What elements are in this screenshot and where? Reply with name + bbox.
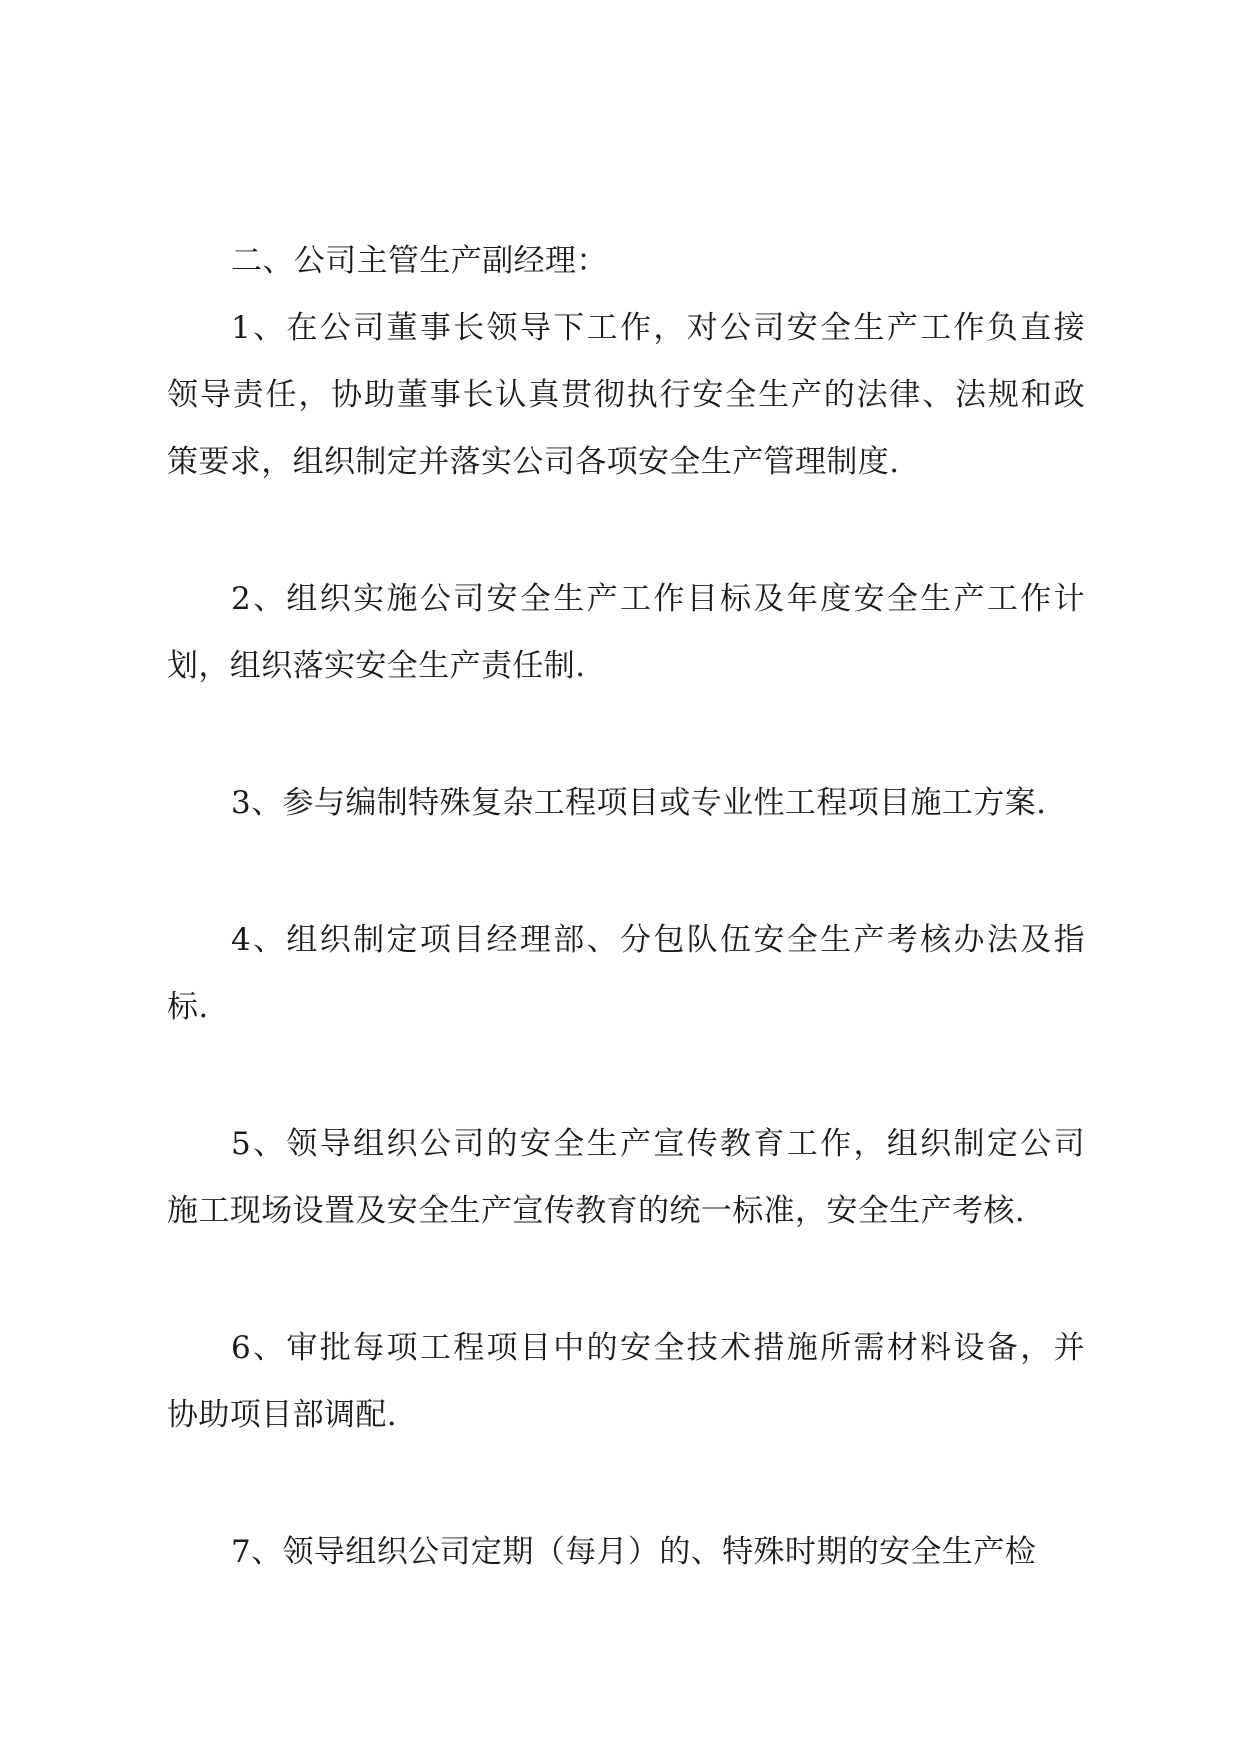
list-item — [167, 566, 1085, 700]
paragraph-line: 7、领导组织公司定期（每月）的、特殊时期的安全生产检 — [231, 1534, 1037, 1570]
paragraph-line: 划，组织落实安全生产责任制. — [167, 648, 586, 684]
paragraph-line: 策要求，组织制定并落实公司各项安全生产管理制度. — [167, 444, 900, 480]
paragraph-line: 5、领导组织公司的安全生产宣传教育工作，组织制定公司 — [231, 1126, 1085, 1162]
list-item — [167, 1315, 1085, 1449]
paragraph-line: 2、组织实施公司安全生产工作目标及年度安全生产工作计 — [231, 581, 1085, 617]
list-item — [167, 907, 1085, 1041]
paragraph-line: 领导责任，协助董事长认真贯彻执行安全生产的法律、法规和政 — [167, 377, 1085, 413]
paragraph-gap — [167, 700, 1085, 770]
paragraph-line: 6、审批每项工程项目中的安全技术措施所需材料设备，并 — [231, 1330, 1085, 1366]
paragraph-gap — [167, 496, 1085, 566]
list-item — [167, 1111, 1085, 1245]
paragraph-line: 3、参与编制特殊复杂工程项目或专业性工程项目施工方案. — [231, 785, 1047, 821]
paragraph-line: 4、组织制定项目经理部、分包队伍安全生产考核办法及指 — [231, 922, 1085, 958]
paragraph-line: 1、在公司董事长领导下工作，对公司安全生产工作负直接 — [231, 310, 1085, 346]
paragraph-line: 施工现场设置及安全生产宣传教育的统一标准，安全生产考核. — [167, 1193, 1026, 1229]
list-item — [167, 770, 1085, 837]
paragraph-gap — [167, 837, 1085, 907]
paragraph-line: 标. — [167, 989, 209, 1025]
paragraph-gap — [167, 1041, 1085, 1111]
list-item — [167, 295, 1085, 496]
paragraph-gap — [167, 1245, 1085, 1315]
paragraph-line: 协助项目部调配. — [167, 1397, 398, 1433]
section-heading: 二、公司主管生产副经理： — [231, 243, 608, 279]
paragraph-gap — [167, 1449, 1085, 1519]
list-item — [167, 1519, 1085, 1586]
document-body — [167, 228, 1085, 1586]
